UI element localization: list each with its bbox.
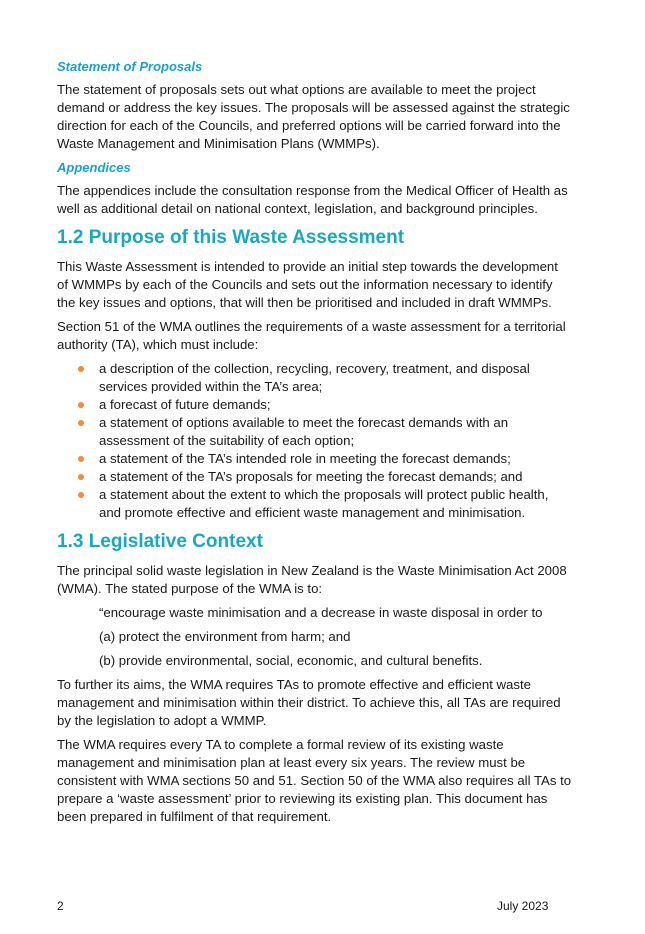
- list-item: [57, 414, 572, 450]
- statement-of-proposals-heading: Statement of Proposals: [57, 59, 203, 74]
- legislative-paragraph-3: The WMA requires every TA to complete a formal review of its existing waste management and minimisation plan at least every six years. The review must be consistent with WMA sections 50 and 51. Section 50 of the WMA also requires all TAs to prepare a ‘waste assessment’ prior to reviewing its existing plan. This document has been prepared in fulfilment of that requirement.: [57, 737, 572, 824]
- purpose-paragraph-2: Section 51 of the WMA outlines the requirements of a waste assessment for a territorial authority (TA), which must include:: [57, 319, 566, 352]
- document-page: [57, 58, 572, 832]
- list-item-text: a statement about the extent to which the proposals will protect public health, and promote effective and efficient waste management and minimisation.: [99, 487, 549, 520]
- waste-assessment-requirements-list: [57, 360, 572, 522]
- list-item: [57, 396, 572, 414]
- footer-date: July 2023: [497, 899, 549, 913]
- bullet-icon: [78, 420, 84, 426]
- legislative-paragraph-2: To further its aims, the WMA requires TAs to promote effective and efficient waste management and minimisation within their district. To achieve this, all TAs are required by the legislation to adopt a WMMP.: [57, 677, 561, 728]
- bullet-icon: [78, 456, 84, 462]
- bullet-icon: [78, 366, 84, 372]
- bullet-icon: [78, 474, 84, 480]
- list-item: [57, 468, 572, 486]
- list-item-text: a statement of the TA’s proposals for meeting the forecast demands; and: [99, 469, 523, 484]
- wma-quote-line-1: “encourage waste minimisation and a decrease in waste disposal in order to: [99, 605, 543, 620]
- statement-of-proposals-text: The statement of proposals sets out what options are available to meet the project demand or address the key issues. The proposals will be assessed against the strategic direction for each of the Councils, and preferred options will be carried forward into the Waste Management and Minimisation Plans (WMMPs).: [57, 82, 570, 151]
- list-item-text: a statement of options available to meet the forecast demands with an assessment of the suitability of each option;: [99, 415, 509, 448]
- list-item: [57, 450, 572, 468]
- bullet-icon: [78, 492, 84, 498]
- list-item-text: a description of the collection, recycling, recovery, treatment, and disposal services provided within the TA’s area;: [99, 361, 530, 394]
- appendices-heading: Appendices: [57, 160, 131, 175]
- bullet-icon: [78, 402, 84, 408]
- list-item-text: a forecast of future demands;: [99, 397, 271, 412]
- page-number: 2: [57, 899, 64, 913]
- purpose-paragraph-1: This Waste Assessment is intended to provide an initial step towards the development of WMMPs by each of the Councils and sets out the information necessary to identify the key issues and options, that will then be prioritised and included in draft WMMPs.: [57, 259, 558, 310]
- list-item-text: a statement of the TA’s intended role in meeting the forecast demands;: [99, 451, 511, 466]
- list-item: [57, 486, 572, 522]
- appendices-text: The appendices include the consultation response from the Medical Officer of Health as well as additional detail on national context, legislation, and background principles.: [57, 183, 568, 216]
- purpose-section-heading: 1.2 Purpose of this Waste Assessment: [57, 227, 405, 248]
- list-item: [57, 360, 572, 396]
- wma-quote-line-2: (a) protect the environment from harm; and: [99, 629, 351, 644]
- legislative-section-heading: 1.3 Legislative Context: [57, 531, 263, 552]
- legislative-paragraph-1: The principal solid waste legislation in New Zealand is the Waste Minimisation Act 2008 (WMA). The stated purpose of the WMA is to:: [57, 563, 567, 596]
- wma-quote-line-3: (b) provide environmental, social, economic, and cultural benefits.: [99, 653, 483, 668]
